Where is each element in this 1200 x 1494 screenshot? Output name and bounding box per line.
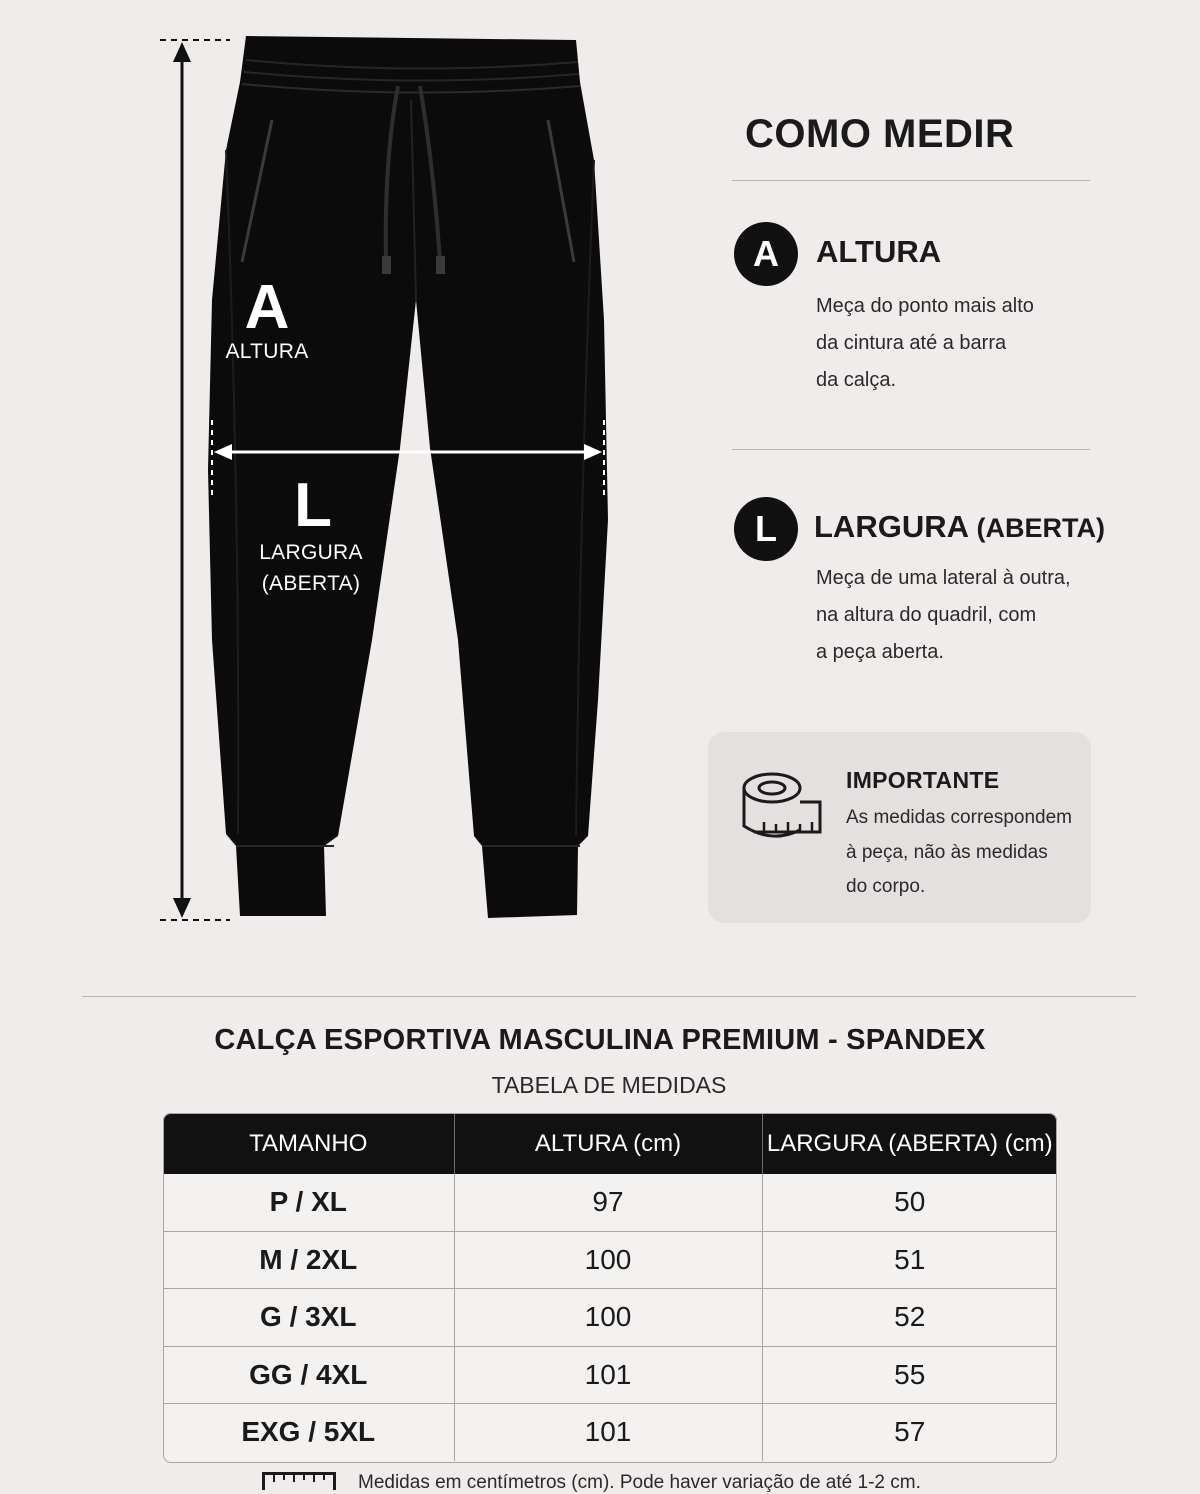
largura-desc-line: na altura do quadril, com (816, 604, 1037, 626)
how-to-measure-title: COMO MEDIR (745, 112, 1015, 156)
height-cell: 100 (454, 1289, 762, 1347)
table-row (163, 1289, 1057, 1347)
largura-letter: L (294, 471, 332, 540)
header-height: ALTURA (cm) (454, 1113, 762, 1174)
table-row (163, 1174, 1057, 1231)
table-subtitle: TABELA DE MEDIDAS (491, 1072, 727, 1098)
largura-desc-line: a peça aberta. (816, 641, 944, 663)
largura-badge: L (734, 497, 798, 561)
width-cell: 51 (762, 1231, 1057, 1289)
header-width: LARGURA (ABERTA) (cm) (762, 1113, 1057, 1174)
height-cell: 101 (454, 1404, 762, 1461)
altura-label: ALTURA (225, 340, 309, 363)
height-cell: 100 (454, 1231, 762, 1289)
height-cell: 97 (454, 1174, 762, 1231)
largura-title-suffix: (ABERTA) (976, 513, 1105, 543)
size-cell: P / XL (163, 1174, 454, 1231)
largura-label-line2: (ABERTA) (261, 572, 361, 595)
height-cell: 101 (454, 1346, 762, 1404)
garment-illustration (0, 0, 700, 960)
important-title: IMPORTANTE (846, 767, 1000, 793)
size-cell: EXG / 5XL (163, 1404, 454, 1461)
table-header-row (163, 1113, 1057, 1174)
divider (732, 449, 1090, 450)
header-size: TAMANHO (163, 1113, 454, 1174)
width-cell: 50 (762, 1174, 1057, 1231)
product-title: CALÇA ESPORTIVA MASCULINA PREMIUM - SPANDEX (214, 1024, 986, 1056)
table-row (163, 1404, 1057, 1461)
largura-label (246, 537, 376, 599)
ruler-icon (262, 1472, 336, 1490)
largura-title-main: LARGURA (814, 509, 968, 544)
altura-letter: A (244, 273, 290, 342)
footnote: Medidas em centímetros (cm). Pode haver variação de até 1-2 cm. (358, 1472, 921, 1493)
width-cell: 57 (894, 1416, 926, 1448)
section-divider (82, 996, 1136, 997)
measuring-tape-icon (740, 768, 824, 844)
largura-desc-line: Meça de uma lateral à outra, (816, 567, 1071, 589)
width-cell: 52 (762, 1289, 1057, 1347)
altura-description (816, 288, 1034, 399)
width-cell: 55 (762, 1346, 1057, 1404)
important-text-line: As medidas correspondem (846, 807, 1072, 828)
altura-badge: A (734, 222, 798, 286)
table-row (163, 1231, 1057, 1289)
size-cell: M / 2XL (163, 1231, 454, 1289)
altura-desc-line: da cintura até a barra (816, 332, 1007, 354)
jogger-pants-image (0, 0, 700, 960)
altura-desc-line: Meça do ponto mais alto (816, 295, 1034, 317)
table-row (163, 1346, 1057, 1404)
size-table (163, 1113, 1057, 1461)
important-text (846, 801, 1072, 905)
altura-title: ALTURA (816, 234, 942, 269)
important-text-line: do corpo. (846, 876, 926, 897)
largura-label-line1: LARGURA (259, 541, 363, 564)
important-text-line: à peça, não às medidas (846, 841, 1048, 863)
largura-description (816, 560, 1071, 671)
largura-title (814, 509, 1105, 545)
size-cell: GG / 4XL (163, 1346, 454, 1404)
divider (732, 180, 1090, 181)
size-cell: G / 3XL (163, 1289, 454, 1347)
altura-desc-line: da calça. (816, 369, 897, 391)
pants-shape (208, 36, 608, 918)
